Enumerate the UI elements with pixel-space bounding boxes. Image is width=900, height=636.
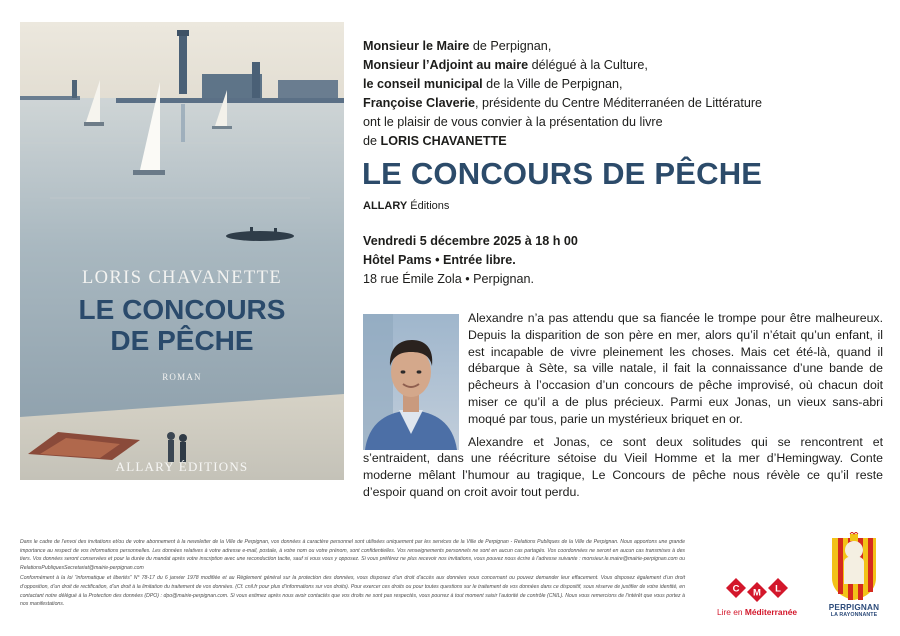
cml-letter: C [732,583,740,595]
event-address: 18 rue Émile Zola • Perpignan. [363,272,535,286]
book-title: LE CONCOURS DE PÊCHE [362,156,763,191]
invitation-line [363,75,883,94]
invitation-line [363,56,883,75]
perpignan-motto: LA RAYONNANTE [830,612,878,618]
invitation-line: ont le plaisir de vous convier à la présentation du livre [363,115,663,129]
invitation-line-pre: de [363,134,381,148]
legal-paragraph: Conformément à la loi “informatique et libertés” N° 78-17 du 6 janvier 1978 modifiée et au Règlement général sur la protection des données, vous disposez d’un droit d’accès aux données vous concernant ou pouvez demander leur effacement. Vous disposez également d’un droit d’opposition, d’un droit de rectification, d’un droit à la limitation du traitement de vos données. (Cf. cnil.fr pour plus d’informations sur vos droits). Pour exercer ces droits ou pour toutes questions sur le traitement de vos données dans ce dispositif, sous réserve de justifier de votre identité, en contactant notre délégué à la Protection des données (DPO) : dpo@mairie-perpignan.com. Si vous estimez après nous avoir contactés que vos droits ne sont pas respectés, vous pourrez à tout moment saisir l’autorité de contrôle (CNIL). Nous vous remercions de l’intérêt que vous portez à nos manifestations. [20,575,685,608]
cml-letter: L [775,583,781,595]
cml-caption-pre: Lire en [716,607,745,617]
event-details [363,232,578,289]
cover-author: LORIS CHAVANETTE [81,268,283,288]
cml-caption-bold: Méditerranée [744,607,798,617]
invitation-line-rest: , présidente du Centre Méditerranéen de Littérature [475,96,763,110]
invitation-author: LORIS CHAVANETTE [380,134,507,148]
invitation-host: Monsieur le Maire [363,39,470,53]
legal-paragraph: Dans le cadre de l’envoi des invitations et/ou de votre abonnement à la newsletter de la Ville de Perpignan, vos données à caractère personnel sont utilisées uniquement par les services de la Ville de Perpignan - Relations Publiques de la Ville de Perpignan. Nous apportons une grande importance au respect de vos informations personnelles. Les données relatives à votre adresse e-mail, postale, à votre nom ou votre prénom, sont confidentielles. Vos renseignements personnels ne sont en aucun cas partagés. Vos coordonnées ne seront en aucun cas transmises à des tiers. Vos données seront conservées et pour la durée du mandat après votre inscription avec une reconduction tacite, sauf si vous vous y opposez. Si vous préférez ne plus recevoir nos invitations, vous pouvez nous écrire à l’adresse suivante : monsieur.le.maire@mairie-perpignan.com ou RelationsPubliquesSecretariat@mairie-perpignan.com [20,539,685,571]
event-date [363,232,578,251]
cover-publisher: ALLARY ÉDITIONS [115,459,249,474]
synopsis-paragraph: Alexandre n’a pas attendu que sa fiancée le trompe pour être malheureux. Depuis la disparition de son père en mer, alors qu’il n’était qu’un enfant, il est incapable de vivre pleinement les choses. Mais cet été-là, quand il débarque à Sète, sa ville natale, il fait la connaissance d’une bande de pêcheurs à l’occasion d’un concours de pêche improvisé, où chacun doit miser ce qu’il a de plus précieux. Parmi eux Jonas, un vieux sans-abri moqué par tous, parie un mystérieux briquet en or. [468,311,883,426]
cml-logo [716,574,798,620]
invitation-host: Monsieur l’Adjoint au maire [363,58,529,72]
cover-title-line1: LE CONCOURS [78,294,286,325]
cover-genre: ROMAN [162,372,202,382]
cml-caption [716,607,798,617]
cml-logo-mark [716,574,798,606]
perpignan-name: PERPIGNAN [828,603,880,612]
synopsis [363,310,883,507]
invitation-line-rest: de Perpignan, [469,39,552,53]
invitation-text [363,37,883,151]
publisher-suffix: Éditions [407,200,450,212]
event-venue [363,251,578,270]
invitation-line [363,37,883,56]
book-publisher [363,200,449,212]
event-venue-text: Hôtel Pams • Entrée libre. [363,253,516,267]
cover-title-line2: DE PÊCHE [110,325,254,356]
perpignan-logo [826,532,882,622]
portrait-spacer [363,310,459,440]
perpignan-crest-icon [826,532,882,602]
event-date-text: Vendredi 5 décembre 2025 à 18 h 00 [363,234,578,248]
legal-notice [20,538,685,611]
cover-painting [20,22,344,480]
invitation-line-rest: délégué à la Culture, [528,58,648,72]
invitation-host: le conseil municipal [363,77,483,91]
cml-letter: M [753,587,761,599]
book-cover [20,22,344,480]
synopsis-paragraph: Alexandre et Jonas, ce sont deux solitudes qui se rencontrent et s’entraident, dans une réécriture sétoise du Vieil Homme et la mer d’Hemingway. Conte moderne mêlant l’humour au tragique, Le Concours de pêche nous révèle ce qu’il reste d’espoir quand on croit avoir tout perdu. [363,434,883,499]
invitation-line [363,132,883,151]
invitation-line-rest: de la Ville de Perpignan, [482,77,623,91]
publisher-name: ALLARY [363,200,408,212]
cover-title [20,294,344,356]
invitation-line [363,94,883,113]
invitation-host: Françoise Claverie [363,96,476,110]
